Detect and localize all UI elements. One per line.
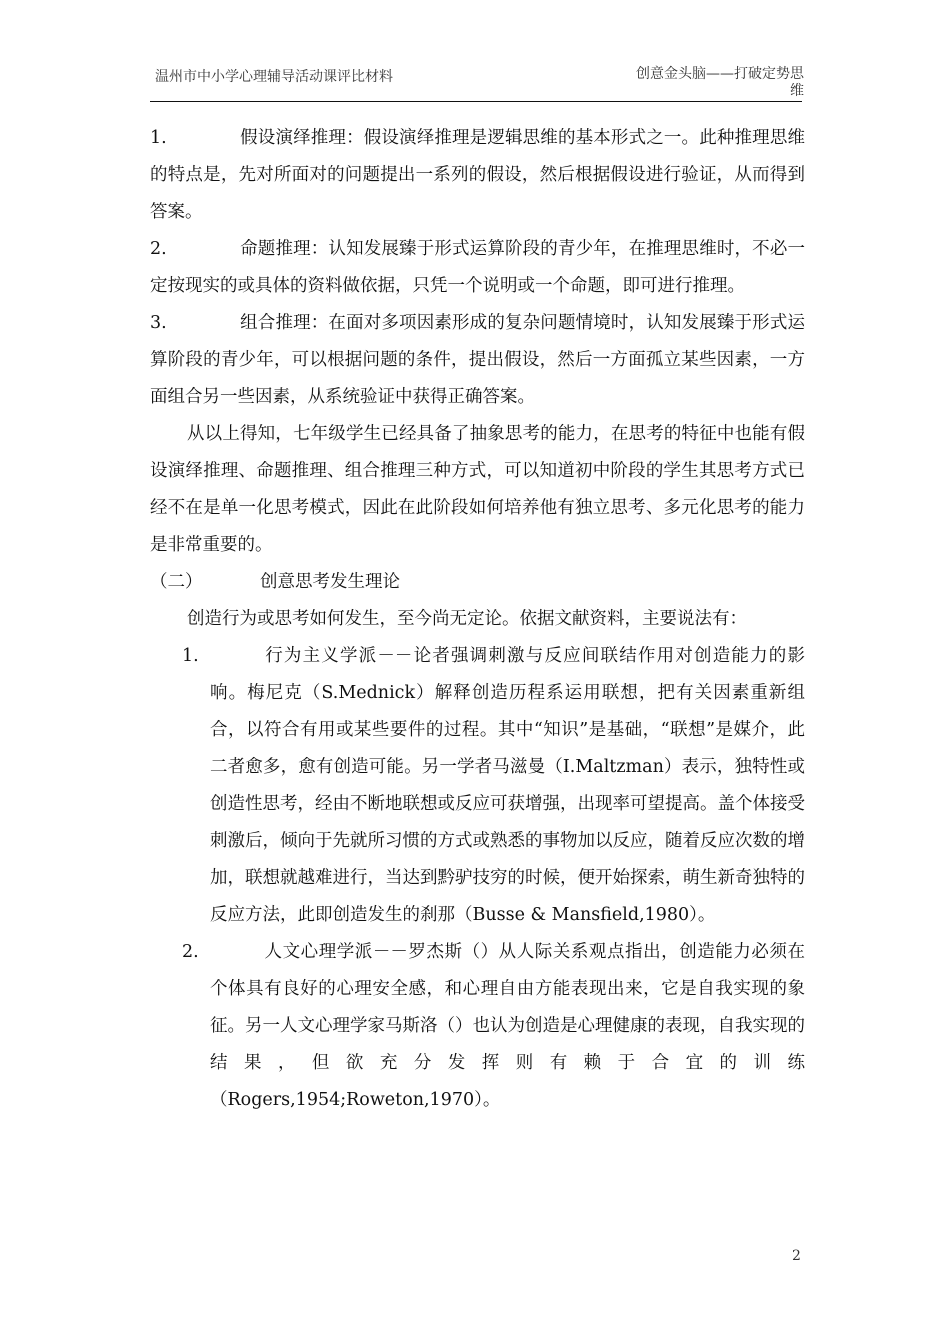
page-number: 2 xyxy=(792,1248,801,1264)
sub-item-text: 人文心理学派－－罗杰斯（）从人际关系观点指出，创造能力必须在个体具有良好的心理安全感，和心理自由方能表现出来，它是自我实现的象征。另一人文心理学家马斯洛（）也认为创造是心理健康的表现，自我实现的结果，但欲充分发挥则有赖于合宜的训练（Rogers,1954;Roweton,1970）。 xyxy=(210,942,805,1110)
sub-item-number: 2. xyxy=(182,942,199,962)
header-right-title: 创意金头脑——打破定势思维 xyxy=(636,66,804,99)
item-number: 2. xyxy=(150,239,167,259)
item-number: 3. xyxy=(150,313,167,333)
item-text: 组合推理：在面对多项因素形成的复杂问题情境时，认知发展臻于形式运算阶段的青少年，可以根据问题的条件，提出假设，然后一方面孤立某些因素，一方面组合另一些因素，从系统验证中获得正确答案。 xyxy=(150,313,805,407)
item-text: 命题推理：认知发展臻于形式运算阶段的青少年，在推理思维时，不必一定按现实的或具体的资料做依据，只凭一个说明或一个命题，即可进行推理。 xyxy=(150,239,805,296)
document-body xyxy=(150,120,805,1119)
list-item xyxy=(150,305,805,416)
list-item xyxy=(150,231,805,305)
header-divider xyxy=(150,101,802,102)
header-left-title: 温州市中小学心理辅导活动课评比材料 xyxy=(155,69,393,85)
item-text: 假设演绎推理：假设演绎推理是逻辑思维的基本形式之一。此种推理思维的特点是，先对所面对的问题提出一系列的假设，然后根据假设进行验证，从而得到答案。 xyxy=(150,128,805,222)
item-number: 1. xyxy=(150,128,167,148)
section-number: （二） xyxy=(150,572,203,592)
list-item xyxy=(150,120,805,231)
section-heading xyxy=(150,564,805,601)
sub-list-item xyxy=(182,638,805,934)
sub-item-text: 行为主义学派－－论者强调刺激与反应间联结作用对创造能力的影响。梅尼克（S.Mednick）解释创造历程系运用联想，把有关因素重新组合，以符合有用或某些要件的过程。其中“知识”是基础，“联想”是媒介，此二者愈多，愈有创造可能。另一学者马滋曼（I.Maltzman）表示，独特性或创造性思考，经由不断地联想或反应可获增强，出现率可望提高。盖个体接受刺激后，倾向于先就所习惯的方式或熟悉的事物加以反应，随着反应次数的增加，联想就越难进行，当达到黔驴技穷的时候，便开始探索，萌生新奇独特的反应方法，此即创造发生的刹那（Busse & Mansfield,1980）。 xyxy=(210,646,805,925)
section-title: 创意思考发生理论 xyxy=(260,572,400,592)
sub-item-number: 1. xyxy=(182,646,199,666)
sub-item-list xyxy=(150,638,805,1119)
summary-paragraph: 从以上得知，七年级学生已经具备了抽象思考的能力，在思考的特征中也能有假设演绎推理、命题推理、组合推理三种方式，可以知道初中阶段的学生其思考方式已经不在是单一化思考模式，因此在此阶段如何培养他有独立思考、多元化思考的能力是非常重要的。 xyxy=(150,424,805,555)
section-intro: 创造行为或思考如何发生，至今尚无定论。依据文献资料，主要说法有： xyxy=(187,609,747,629)
sub-list-item xyxy=(182,934,805,1119)
